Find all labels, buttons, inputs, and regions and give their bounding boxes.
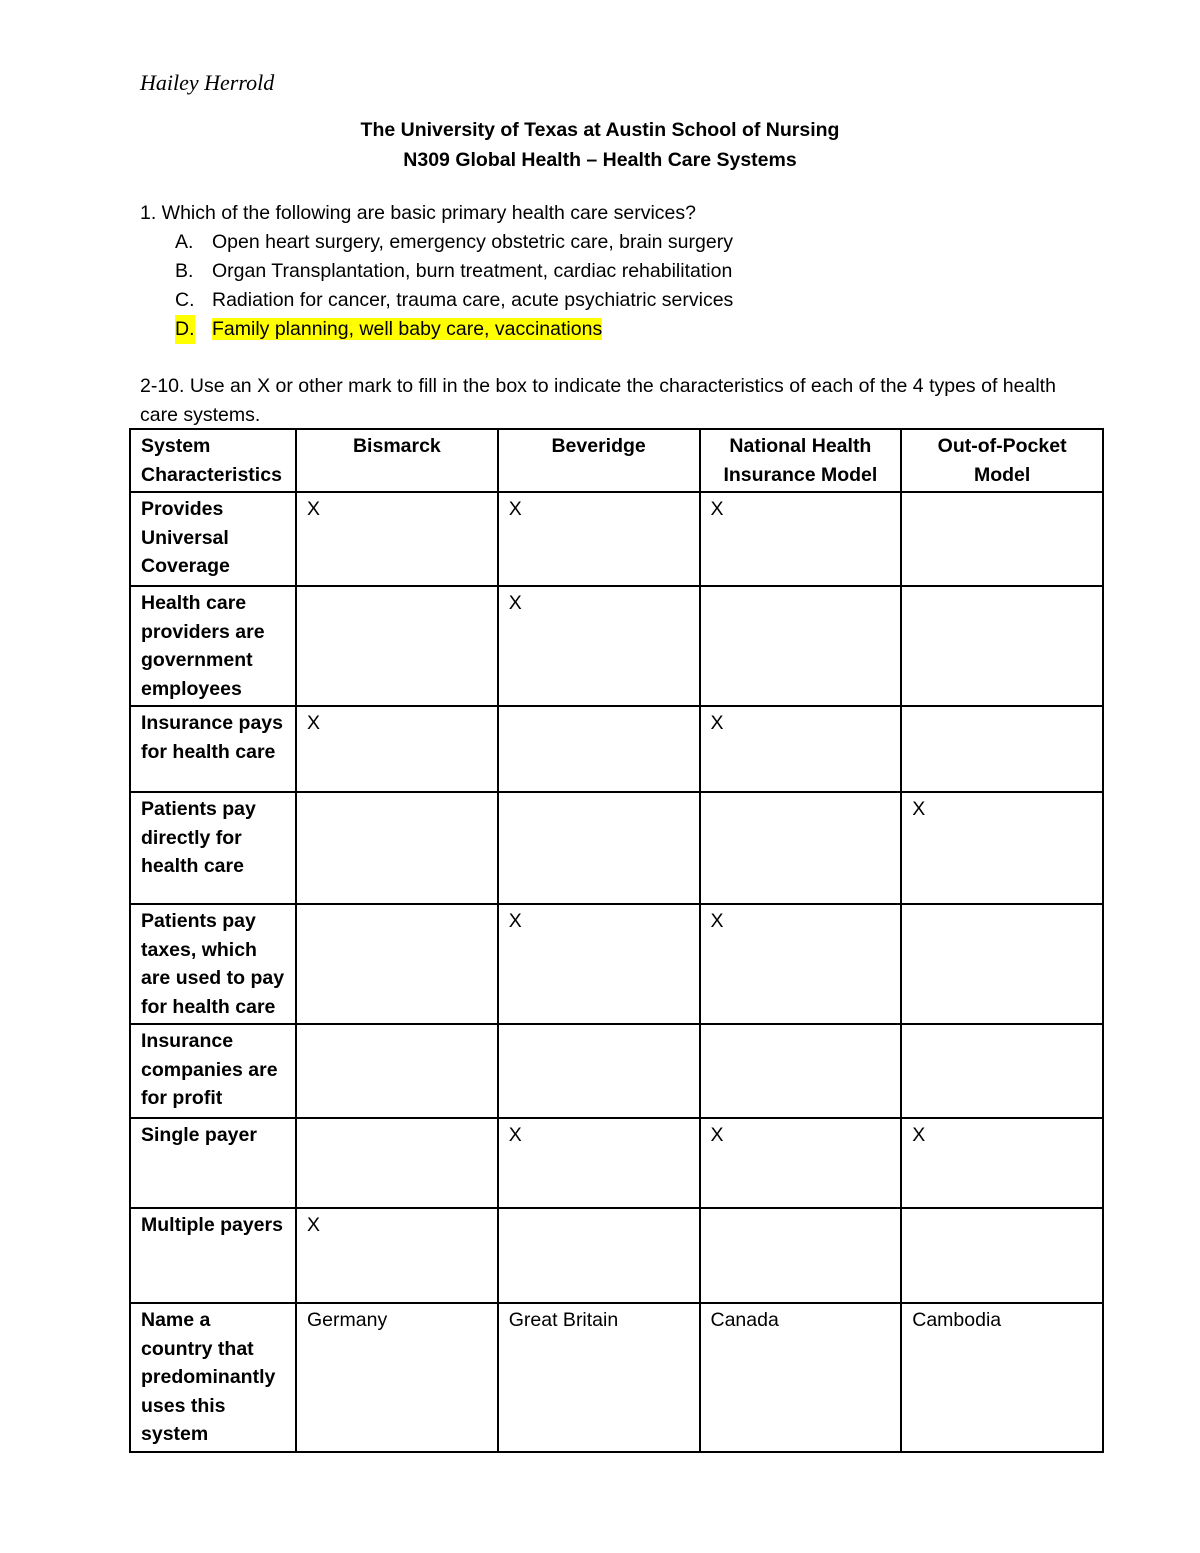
table-cell[interactable] [498, 792, 700, 904]
table-row [130, 492, 1103, 586]
option-c: C. Radiation for cancer, trauma care, acute psychiatric services [175, 289, 734, 311]
table-cell[interactable]: X [498, 1118, 700, 1208]
table-cell[interactable] [901, 492, 1103, 586]
table-cell[interactable] [700, 792, 902, 904]
header-national-health-insurance: National Health Insurance Model [700, 429, 902, 492]
option-a: A. Open heart surgery, emergency obstetric care, brain surgery [175, 231, 733, 253]
table-cell[interactable]: X [700, 706, 902, 792]
row-label: Insurance pays for health care [130, 706, 296, 792]
row-label: Single payer [130, 1118, 296, 1208]
table-row [130, 904, 1103, 1024]
row-label: Name a country that predominantly uses this system [130, 1303, 296, 1452]
table-cell[interactable] [700, 1024, 902, 1118]
table-cell[interactable] [498, 1208, 700, 1303]
row-label: Patients pay directly for health care [130, 792, 296, 904]
row-label: Provides Universal Coverage [130, 492, 296, 586]
table-cell[interactable]: X [901, 792, 1103, 904]
table-cell[interactable]: Cambodia [901, 1303, 1103, 1452]
table-cell[interactable] [700, 1208, 902, 1303]
header-bismarck: Bismarck [296, 429, 498, 492]
highlighted-answer: Family planning, well baby care, vaccinations [212, 318, 603, 340]
row-label: Health care providers are government employees [130, 586, 296, 706]
question-1 [140, 199, 733, 344]
table-cell[interactable]: X [498, 904, 700, 1024]
table-cell[interactable] [296, 904, 498, 1024]
title-line-2: N309 Global Health – Health Care Systems [403, 149, 797, 171]
table-row [130, 1024, 1103, 1118]
table-row [130, 1208, 1103, 1303]
table-row [130, 1118, 1103, 1208]
table-cell[interactable]: X [296, 706, 498, 792]
row-label: Insurance companies are for profit [130, 1024, 296, 1118]
document-title [0, 115, 1200, 175]
answer-options [140, 228, 733, 344]
table-cell[interactable]: X [901, 1118, 1103, 1208]
table-cell[interactable] [296, 586, 498, 706]
author-name: Hailey Herrold [140, 70, 275, 95]
option-b: B. Organ Transplantation, burn treatment, cardiac rehabilitation [175, 260, 733, 282]
table-cell[interactable] [296, 1024, 498, 1118]
health-systems-table [129, 428, 1104, 1453]
table-cell[interactable]: Great Britain [498, 1303, 700, 1452]
title-line-1: The University of Texas at Austin School of Nursing [360, 119, 840, 141]
table-cell[interactable] [498, 706, 700, 792]
table-cell[interactable] [700, 586, 902, 706]
table-cell[interactable]: X [700, 492, 902, 586]
table-row [130, 792, 1103, 904]
table-cell[interactable] [296, 792, 498, 904]
table-cell[interactable]: X [296, 1208, 498, 1303]
table-header-row [130, 429, 1103, 492]
table-cell[interactable]: Germany [296, 1303, 498, 1452]
table-cell[interactable]: X [700, 904, 902, 1024]
header-out-of-pocket: Out-of-Pocket Model [901, 429, 1103, 492]
table-row [130, 706, 1103, 792]
table-cell[interactable] [296, 1118, 498, 1208]
question-1-prompt: 1. Which of the following are basic primary health care services? [140, 202, 696, 224]
row-label: Patients pay taxes, which are used to pay for health care [130, 904, 296, 1024]
table-cell[interactable] [901, 1024, 1103, 1118]
table-row [130, 586, 1103, 706]
table-cell[interactable] [901, 586, 1103, 706]
header-characteristics: System Characteristics [130, 429, 296, 492]
header-beveridge: Beveridge [498, 429, 700, 492]
table-cell[interactable]: X [498, 586, 700, 706]
table-cell[interactable]: X [296, 492, 498, 586]
table-cell[interactable] [901, 1208, 1103, 1303]
table-cell[interactable]: X [498, 492, 700, 586]
table-cell[interactable]: X [700, 1118, 902, 1208]
table-cell[interactable]: Canada [700, 1303, 902, 1452]
table-cell[interactable] [498, 1024, 700, 1118]
table-row [130, 1303, 1103, 1452]
question-2-prompt: 2-10. Use an X or other mark to fill in the box to indicate the characteristics of each of the 4 types of health care systems. [140, 375, 1056, 426]
table-cell[interactable] [901, 706, 1103, 792]
row-label: Multiple payers [130, 1208, 296, 1303]
table-cell[interactable] [901, 904, 1103, 1024]
table-body [130, 492, 1103, 1452]
option-d-selected: D. Family planning, well baby care, vaccinations [140, 315, 733, 344]
